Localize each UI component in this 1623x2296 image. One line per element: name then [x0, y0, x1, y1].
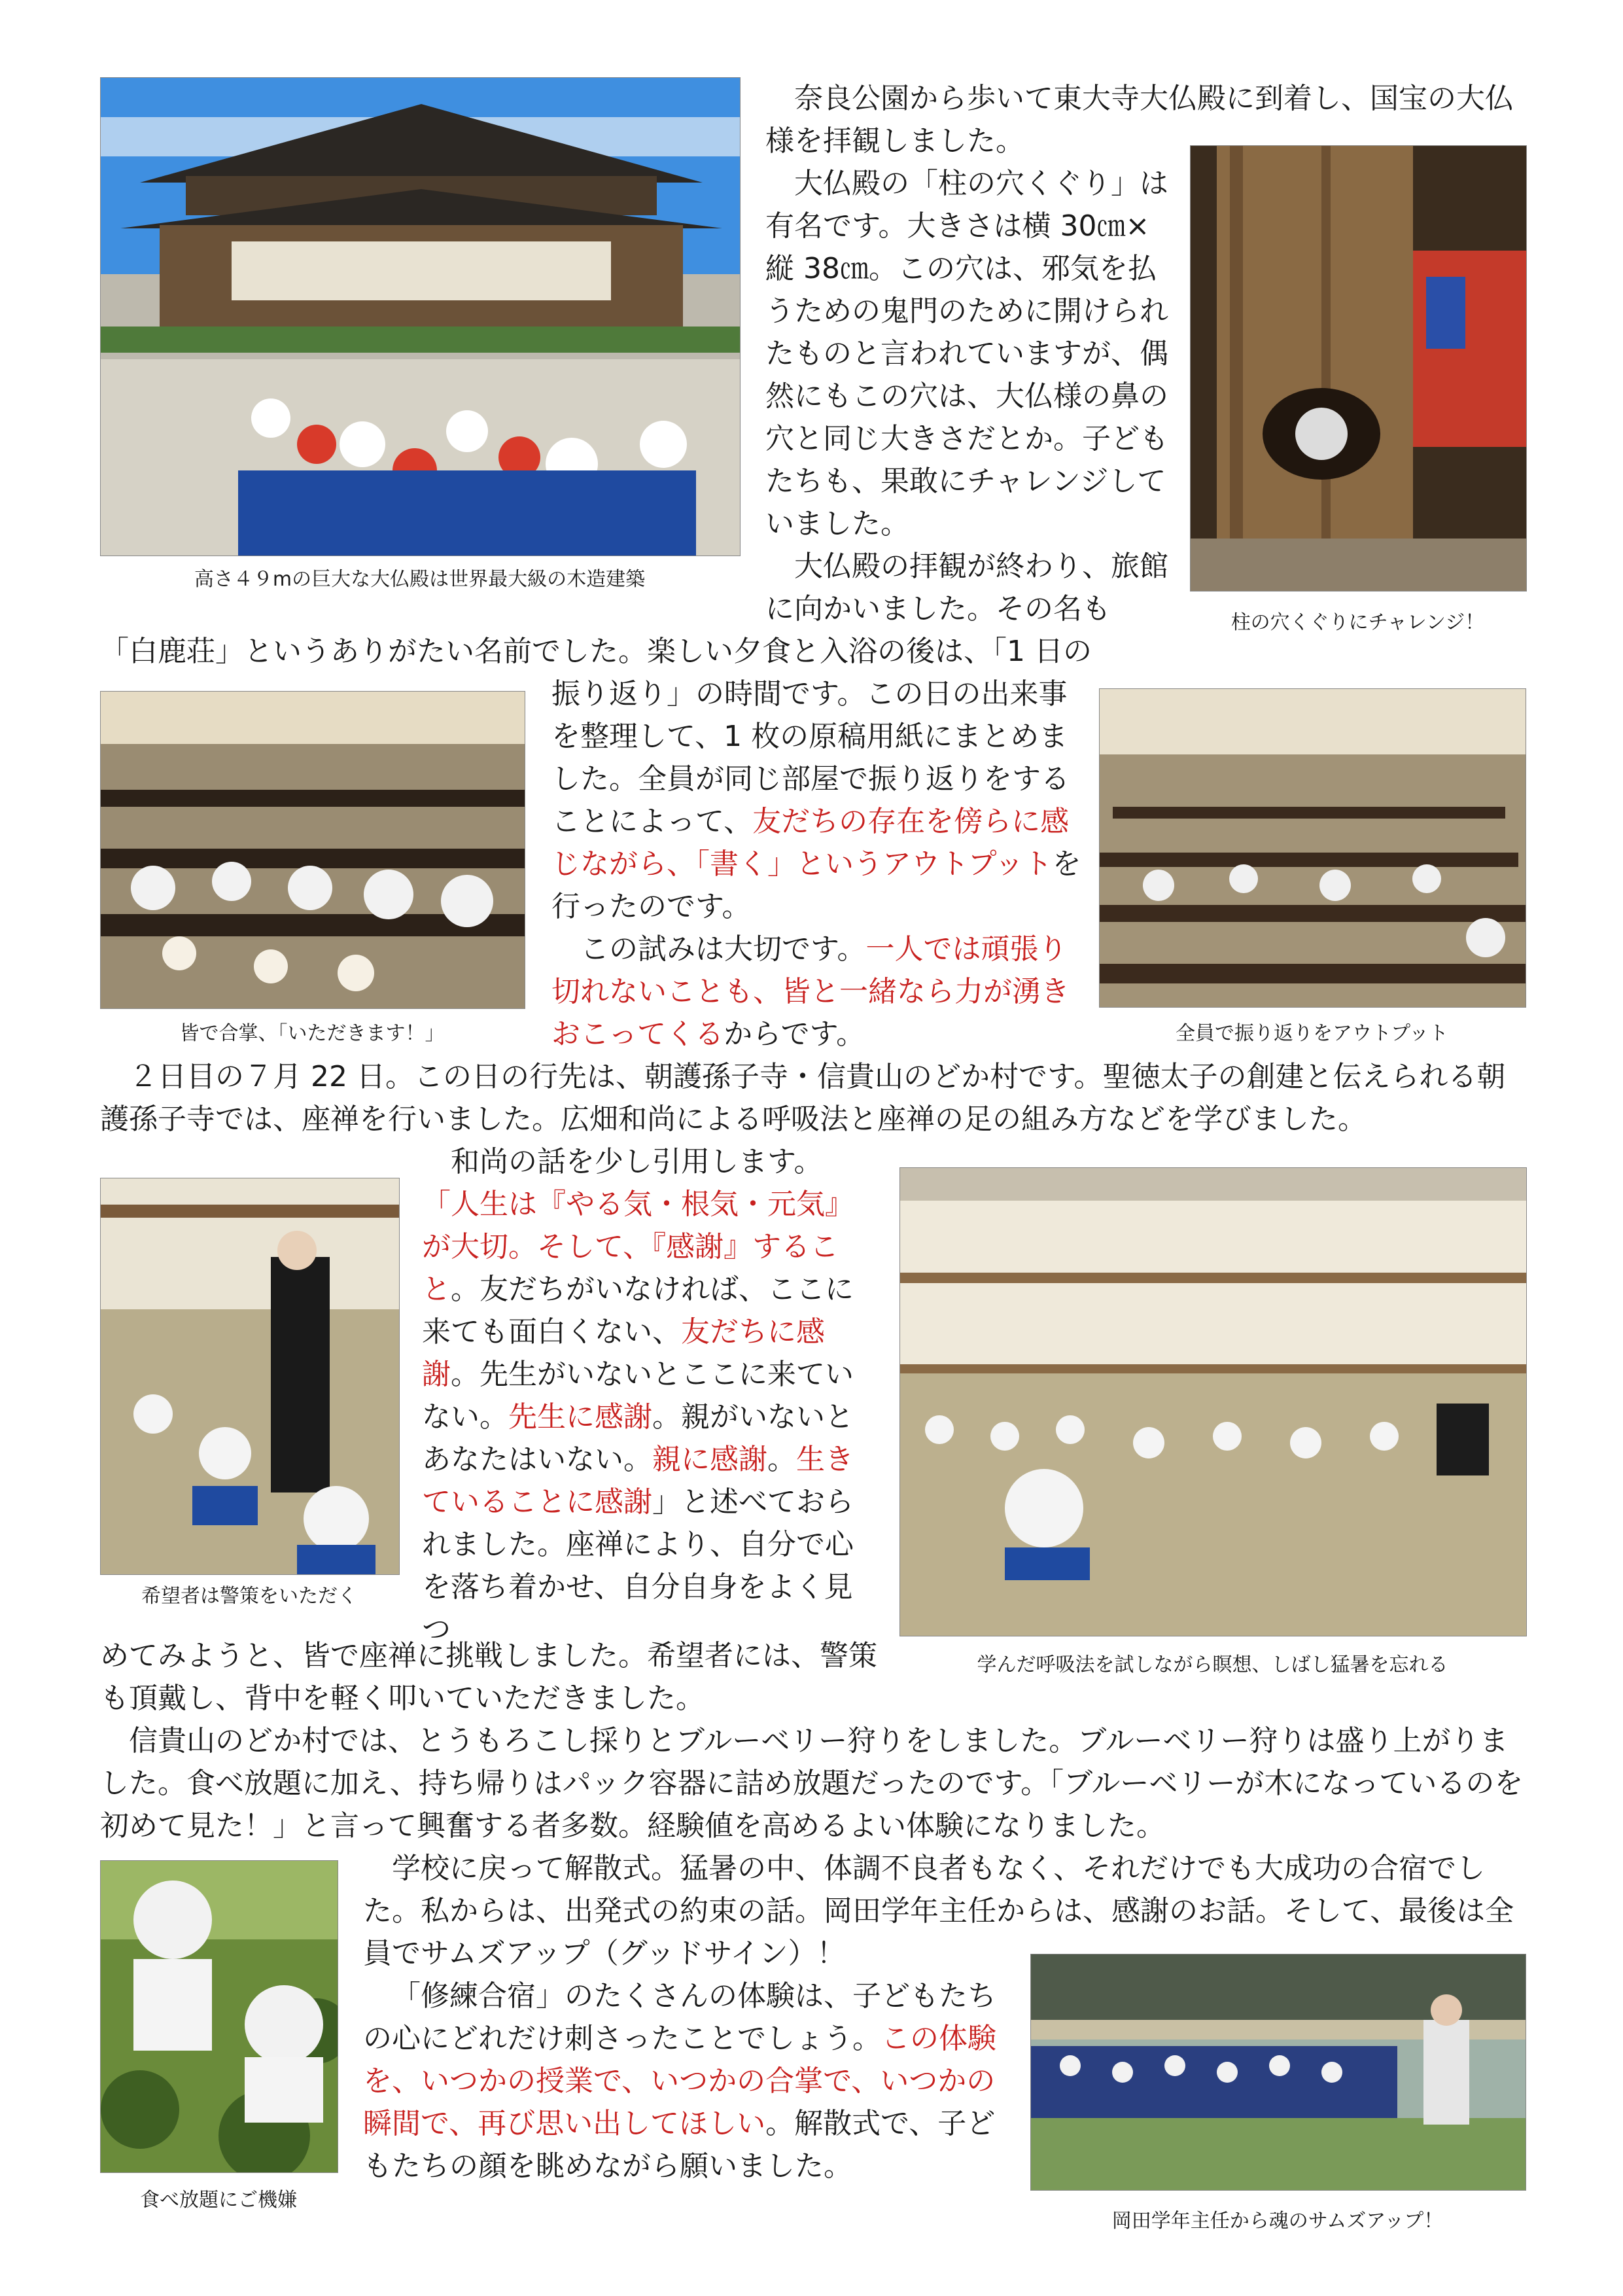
caption-tabehoudai: 食べ放題にご機嫌	[140, 2189, 297, 2212]
photo-tabehoudai	[100, 1860, 338, 2173]
caption-keisaku: 希望者は警策をいただく	[141, 1585, 357, 1608]
paragraph-arrival: 奈良公園から歩いて東大寺大仏殿に到着し、国宝の大仏様を拝観しました。	[765, 82, 1514, 158]
paragraph-kaisan: 学校に戻って解散式。猛暑の中、体調不良者もなく、それだけでも大成功の合宿でした。私からは、出発式の約束の話。岡田学年主任からは、感謝のお話。そして、最後は全員でサムズアップ（グッドサイン）！	[363, 1852, 1514, 1970]
photo-gassho	[100, 691, 525, 1009]
caption-thumbs: 岡田学年主任から魂のサムズアップ！	[1111, 2210, 1444, 2233]
paragraph-day2: ２日目の７月 22 日。この日の行先は、朝護孫子寺・信貴山のどか村です。聖徳太子の創建と伝えられる朝護孫子寺では、座禅を行いました。広畑和尚による呼吸法と座禅の足の組み方などを学びました。	[100, 1060, 1506, 1136]
paragraph-blueberry: 信貴山のどか村では、とうもろこし採りとブルーベリー狩りをしました。ブルーベリー狩りは盛り上がりました。食べ放題に加え、持ち帰りはパック容器に詰め放題だったのです。「ブルーベリーが木になっているのを初めて見た！」と言って興奮する者多数。経験値を高めるよい体験になりました。	[100, 1724, 1524, 1843]
caption-daibutsuden: 高さ４９mの巨大な大仏殿は世界最大級の木造建築	[194, 568, 646, 591]
paragraph-zazen: めてみようと、皆で座禅に挑戦しました。希望者には、警策も頂戴し、背中を軽く叩いていただきました。	[100, 1639, 877, 1715]
caption-furikaeri: 全員で振り返りをアウトプット	[1176, 1022, 1448, 1045]
caption-meiso: 学んだ呼吸法を試しながら瞑想、しばし猛暑を忘れる	[977, 1653, 1448, 1676]
caption-gassho: 皆で合掌、「いただきます！」	[179, 1022, 445, 1045]
photo-hashira	[1190, 145, 1527, 592]
photo-keisaku	[100, 1178, 400, 1575]
photo-meiso	[899, 1167, 1527, 1636]
paragraph-furikaeri: 振り返り」の時間です。この日の出来事を整理して、1 枚の原稿用紙にまとめました。全員が同じ部屋で振り返りをすることによって、友だちの存在を傍らに感じながら、「書く」というアウトプットを行ったのです。 この試みは大切です。一人では頑張り切れないことも、皆と一緒なら力が湧きおこってくるからです。	[551, 677, 1081, 1051]
photo-thumbs	[1030, 1954, 1526, 2191]
photo-daibutsuden	[100, 77, 741, 556]
paragraph-osho: 和尚の話を少し引用します。 「人生は『やる気・根気・元気』が大切。そして、『感謝』すること。友だちがいなければ、ここに来ても面白くない、友だちに感謝。先生がいないとここに来ていない。先生に感謝。親がいないとあなたはいない。親に感謝。生きていることに感謝」と述べておられました。座禅により、自分で心を落ち着かせ、自分自身をよく見つ	[422, 1145, 854, 1646]
paragraph-ryokan-b: 「白鹿荘」というありがたい名前でした。楽しい夕食と入浴の後は、「1 日の	[100, 635, 1092, 668]
caption-hashira: 柱の穴くぐりにチャレンジ！	[1230, 611, 1485, 634]
photo-furikaeri	[1099, 688, 1526, 1008]
paragraph-closing: 「修練合宿」のたくさんの体験は、子どもたちの心にどれだけ刺さったことでしょう。この体験を、いつかの授業で、いつかの合掌で、いつかの瞬間で、再び思い出してほしい。解散式で、子どもたちの顔を眺めながら願いました。	[363, 1979, 996, 2183]
paragraph-hashira: 大仏殿の「柱の穴くぐり」は有名です。大きさは横 30㎝×縦 38㎝。この穴は、邪気を払うための鬼門のために開けられたものと言われていますが、偶然にもこの穴は、大仏様の鼻の穴と同じ大きさだとか。子どもたちも、果敢にチャレンジしていました。	[765, 167, 1168, 540]
paragraph-ryokan-a: 大仏殿の拝観が終わり、旅館に向かいました。その名も	[765, 550, 1168, 626]
